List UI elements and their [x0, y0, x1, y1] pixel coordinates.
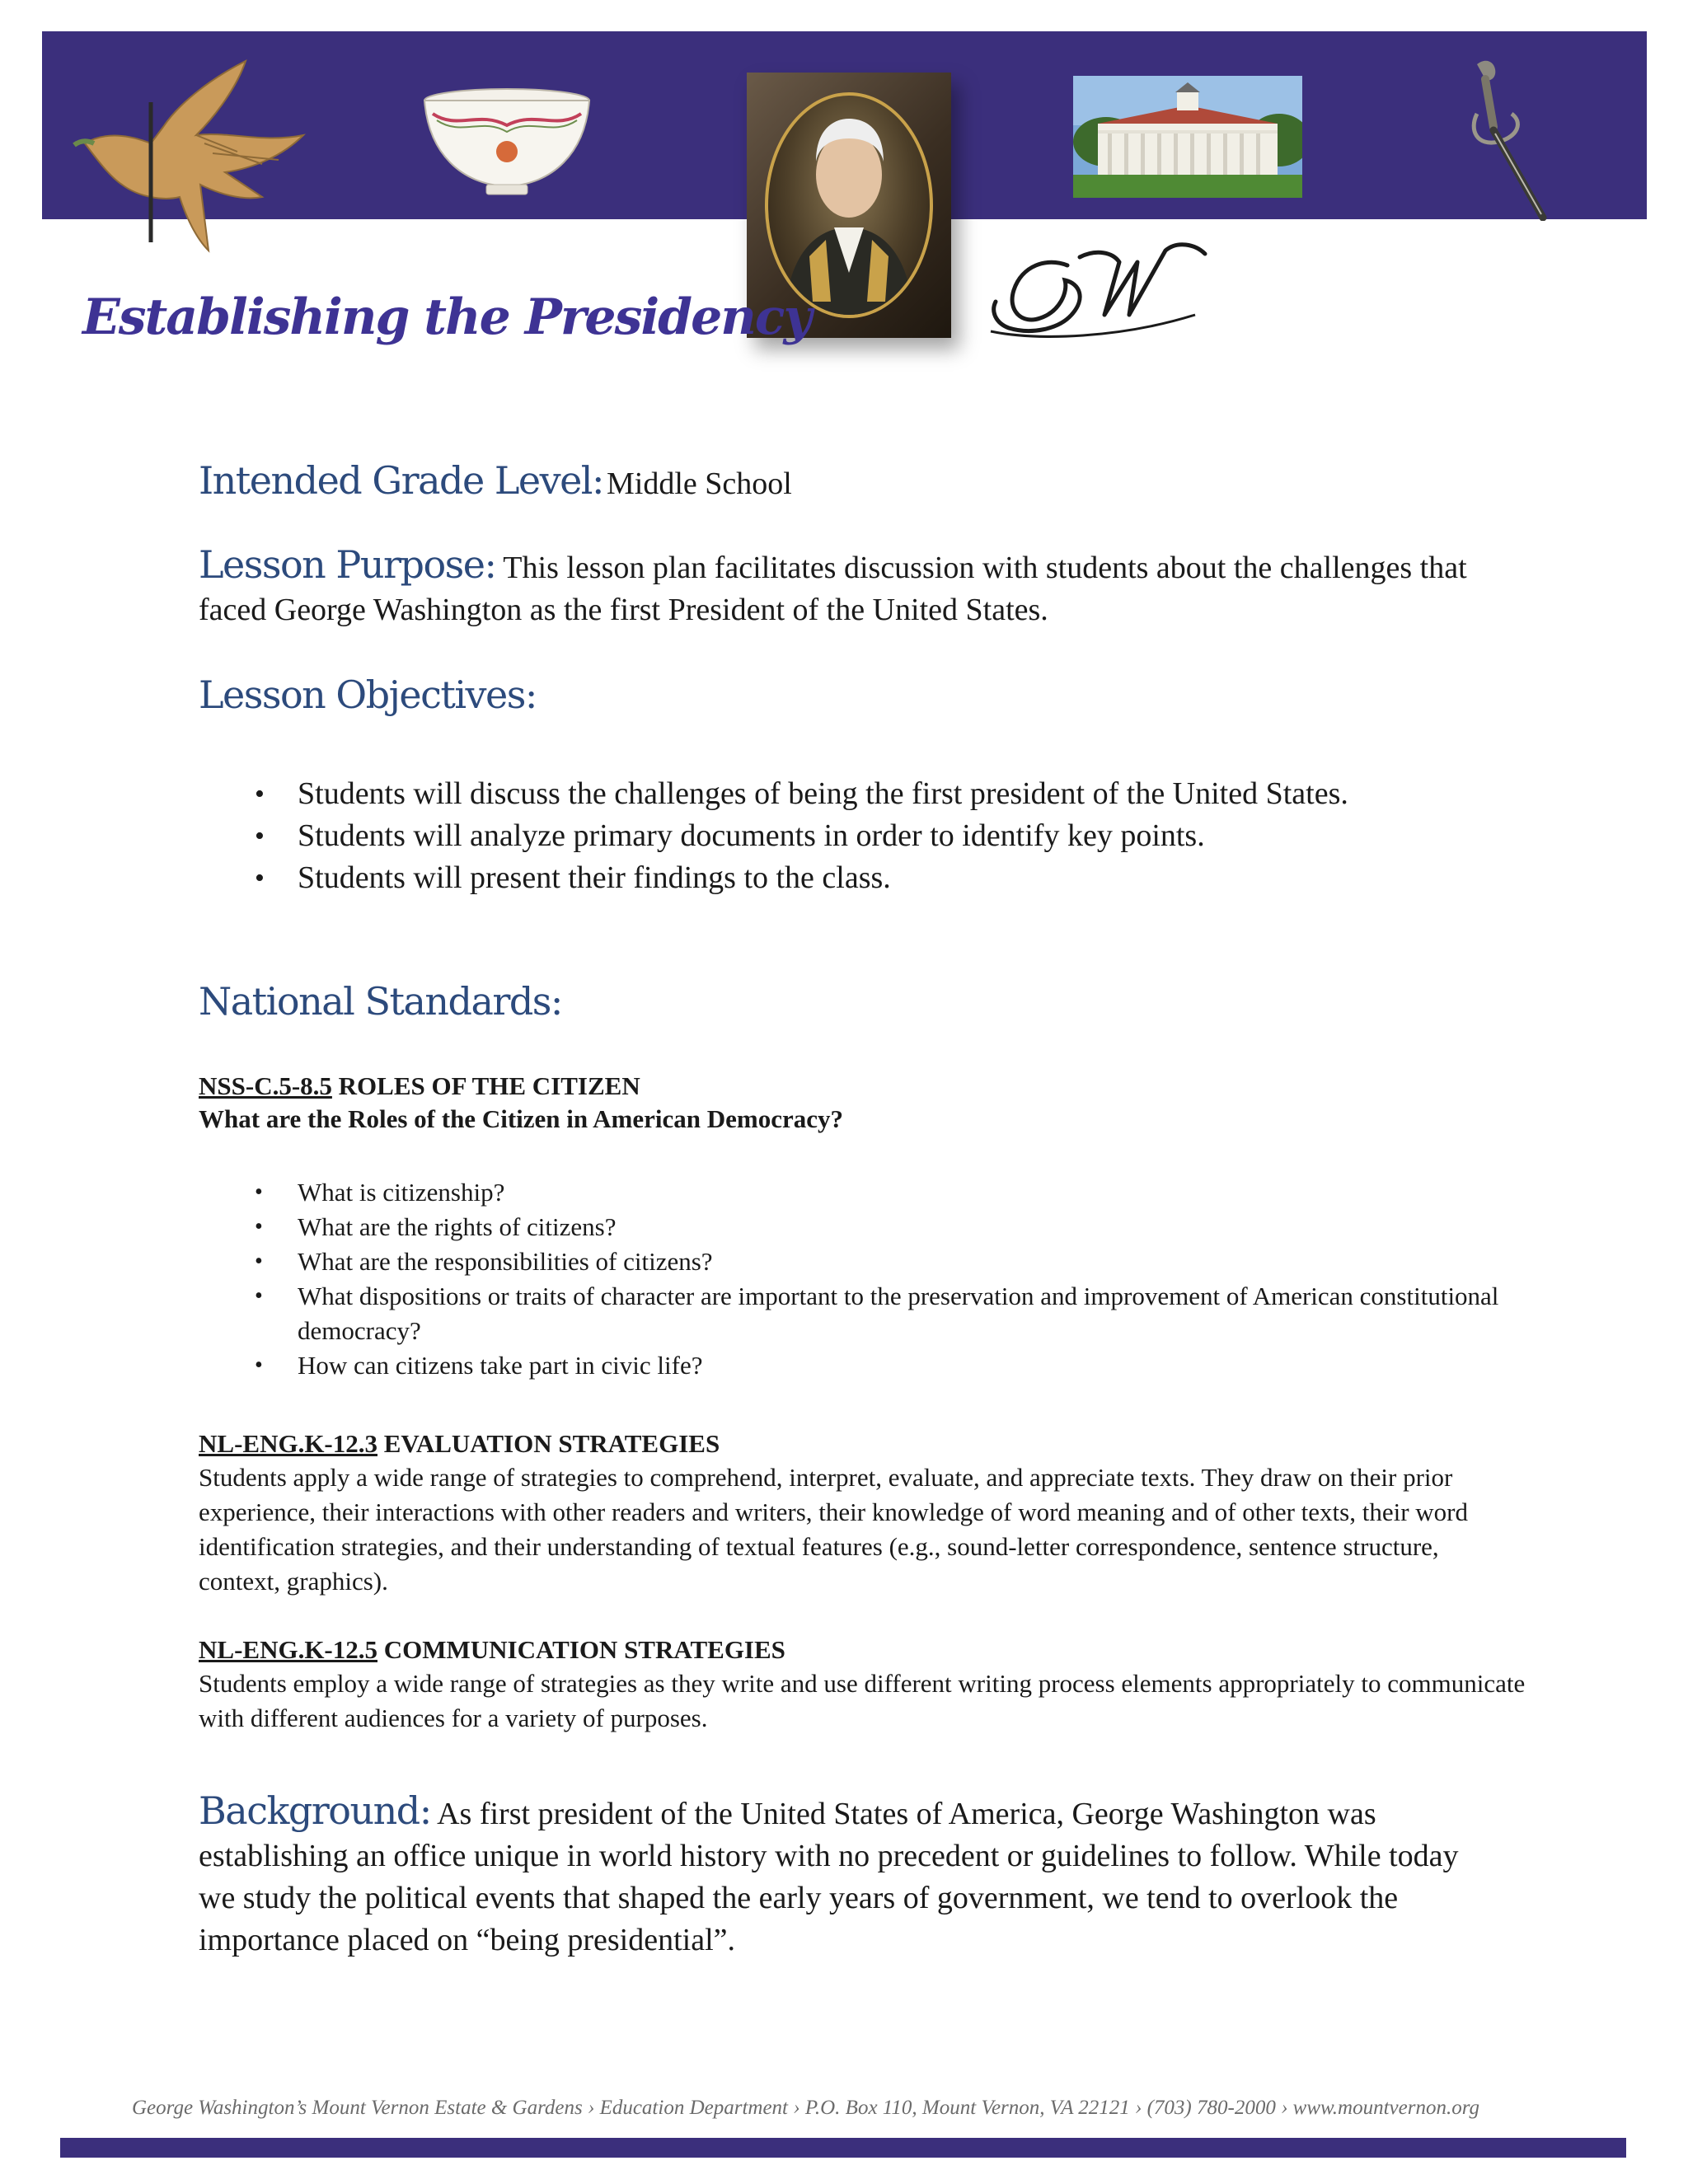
list-item: • Students will present their findings to the class. — [255, 857, 1475, 899]
list-item: • What dispositions or traits of character are important to the preservation and improvement of American constitutional democracy? — [255, 1279, 1499, 1348]
grade-level-value: Middle School — [607, 466, 792, 501]
standard-code: NL-ENG.K-12.5 — [199, 1635, 377, 1664]
footer-contact: George Washington’s Mount Vernon Estate & Gardens › Education Department › P.O. Box 110, Mount Vernon, VA 22121 › (703) 780-2000 › www.mountvernon.org — [132, 2097, 1480, 2119]
list-item: • Students will analyze primary documents in order to identify key points. — [255, 815, 1475, 857]
page-title: Establishing the Presidency — [82, 288, 811, 346]
objectives-list — [255, 773, 1475, 899]
background-text: As first president of the United States of America, George Washington was establishing an office unique in world history with no precedent or guidelines to follow. While today we study the political events that shaped the early years of government, we tend to overlook the importance placed on “being presidential”. — [199, 1797, 1459, 1957]
list-item: • What are the rights of citizens? — [255, 1210, 1499, 1244]
lesson-purpose-label: Lesson Purpose: — [199, 542, 496, 587]
lesson-purpose — [199, 544, 1484, 631]
porcelain-bowl-icon — [420, 87, 593, 199]
standard-title: EVALUATION STRATEGIES — [383, 1429, 720, 1458]
standard-title: ROLES OF THE CITIZEN — [338, 1071, 640, 1100]
list-item: • How can citizens take part in civic life? — [255, 1348, 1499, 1383]
standard-title: COMMUNICATION STRATEGIES — [383, 1635, 785, 1664]
standard-questions-list — [255, 1175, 1499, 1383]
national-standards-heading: National Standards: — [199, 979, 562, 1024]
standard-subtitle: What are the Roles of the Citizen in American Democracy? — [199, 1104, 843, 1133]
sword-icon — [1452, 56, 1551, 221]
grade-level-label: Intended Grade Level: — [199, 458, 604, 503]
standard-nl-eng-5 — [199, 1633, 1526, 1736]
lesson-purpose-text: This lesson plan facilitates discussion with students about the challenges that faced George Washington as the first President of the United States. — [199, 551, 1467, 627]
standard-code: NL-ENG.K-12.3 — [199, 1429, 377, 1458]
eagle-weathervane-icon — [73, 53, 328, 267]
standard-code: NSS-C.5-8.5 — [199, 1071, 332, 1100]
list-item: • Students will discuss the challenges of being the first president of the United States. — [255, 773, 1475, 815]
list-item: • What are the responsibilities of citizens? — [255, 1244, 1499, 1279]
standard-description: Students apply a wide range of strategies to comprehend, interpret, evaluate, and appreciate texts. They draw on their prior experience, their interactions with other readers and writers, their knowledge of word meaning and of other texts, their word identification strategies, and their understanding of textual features (e.g., sound-letter correspondence, sentence structure, context, graphics). — [199, 1463, 1468, 1596]
footer-bar — [60, 2138, 1626, 2158]
grade-level — [199, 458, 792, 503]
lesson-objectives-heading: Lesson Objectives: — [199, 673, 537, 717]
standard-nl-eng-3 — [199, 1427, 1526, 1599]
background-section — [199, 1790, 1484, 1961]
list-item: • What is citizenship? — [255, 1175, 1499, 1210]
standard-description: Students employ a wide range of strategies as they write and use different writing process elements appropriately to communicate with different audiences for a variety of purposes. — [199, 1669, 1526, 1732]
standard-nss-c — [199, 1070, 1526, 1136]
mount-vernon-house-icon — [1073, 76, 1302, 198]
background-label: Background: — [199, 1788, 431, 1833]
gw-monogram-icon — [989, 232, 1212, 348]
